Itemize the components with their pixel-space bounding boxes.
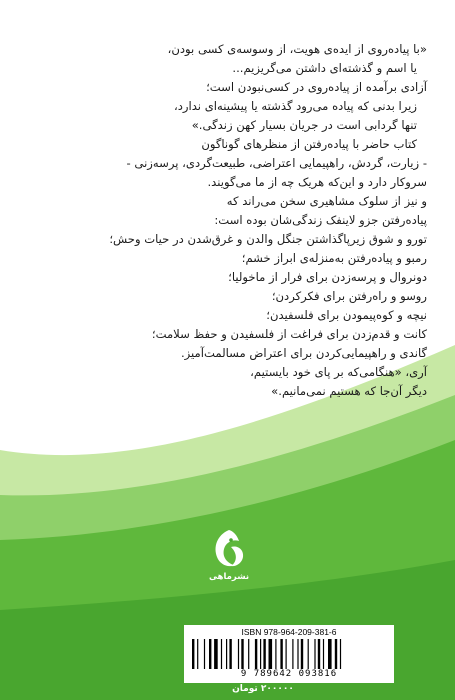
blurb-line: «با پیاده‌روی از ایده‌ی هویت، از وسوسه‌ی کسی بودن، [167, 42, 427, 56]
publisher-name: نشرماهی [208, 572, 250, 582]
blurb-line: تورو و شوق زیرپاگذاشتن جنگل والدن و غرق‌شدن در حیات وحش؛ [109, 232, 427, 246]
barcode-icon [190, 639, 388, 669]
barcode-panel [184, 625, 394, 683]
blurb-line: تنها گردابی است در جریان بسیار کهن زندگی.» [191, 118, 417, 132]
blurb-line: و نیز از سلوک مشاهیری سخن می‌راند که [226, 194, 427, 208]
blurb-line: نیچه و کوه‌پیمودن برای فلسفیدن؛ [266, 308, 427, 322]
blurb-line: سروکار دارد و این‌که هریک چه از ما می‌گویند. [207, 175, 427, 189]
blurb-line: روسو و راه‌رفتن برای فکرکردن؛ [271, 289, 427, 303]
fish-logo-icon [207, 527, 251, 571]
blurb-line: گاندی و راهپیمایی‌کردن برای اعتراض مسالمت‌آمیز. [180, 346, 427, 360]
barcode-digits: 9 789642 093816 [240, 669, 338, 679]
blurb-line: زیرا بدنی که پیاده می‌رود گذشته یا پیشینه‌ای ندارد، [174, 99, 417, 113]
blurb-line: - زیارت، گردش، راهپیمایی اعتراضی، طبیعت‌گردی، پرسه‌زنی - [126, 156, 427, 170]
blurb-line: دونروال و پرسه‌زدن برای فرار از ماخولیا؛ [228, 270, 427, 284]
publisher-logo [207, 527, 251, 589]
blurb-line: آزادی برآمده از پیاده‌روی در کسی‌نبودن است؛ [206, 80, 427, 94]
blurb-line: پیاده‌رفتن جزو لاینفک زندگی‌شان بوده است: [214, 213, 427, 227]
blurb-line: آری، «هنگامی‌که بر پای خود بایستیم، [250, 365, 427, 379]
blurb-line: دیگر آن‌جا که هستیم نمی‌مانیم.» [271, 384, 427, 398]
blurb-line: یا اسم و گذشته‌ای داشتن می‌گریزیم... [232, 61, 417, 75]
price-label: ۲۰۰۰۰۰ تومان [232, 684, 294, 694]
isbn-text: ISBN 978-964-209-381-6 [241, 627, 337, 637]
blurb-line: کتاب حاضر با پیاده‌رفتن از منظرهای گوناگون [201, 137, 417, 151]
back-cover-blurb [27, 40, 427, 401]
blurb-line: رمبو و پیاده‌رفتن به‌منزله‌ی ابراز خشم؛ [241, 251, 427, 265]
blurb-line: کانت و قدم‌زدن برای فراغت از فلسفیدن و حفظ سلامت؛ [151, 327, 427, 341]
